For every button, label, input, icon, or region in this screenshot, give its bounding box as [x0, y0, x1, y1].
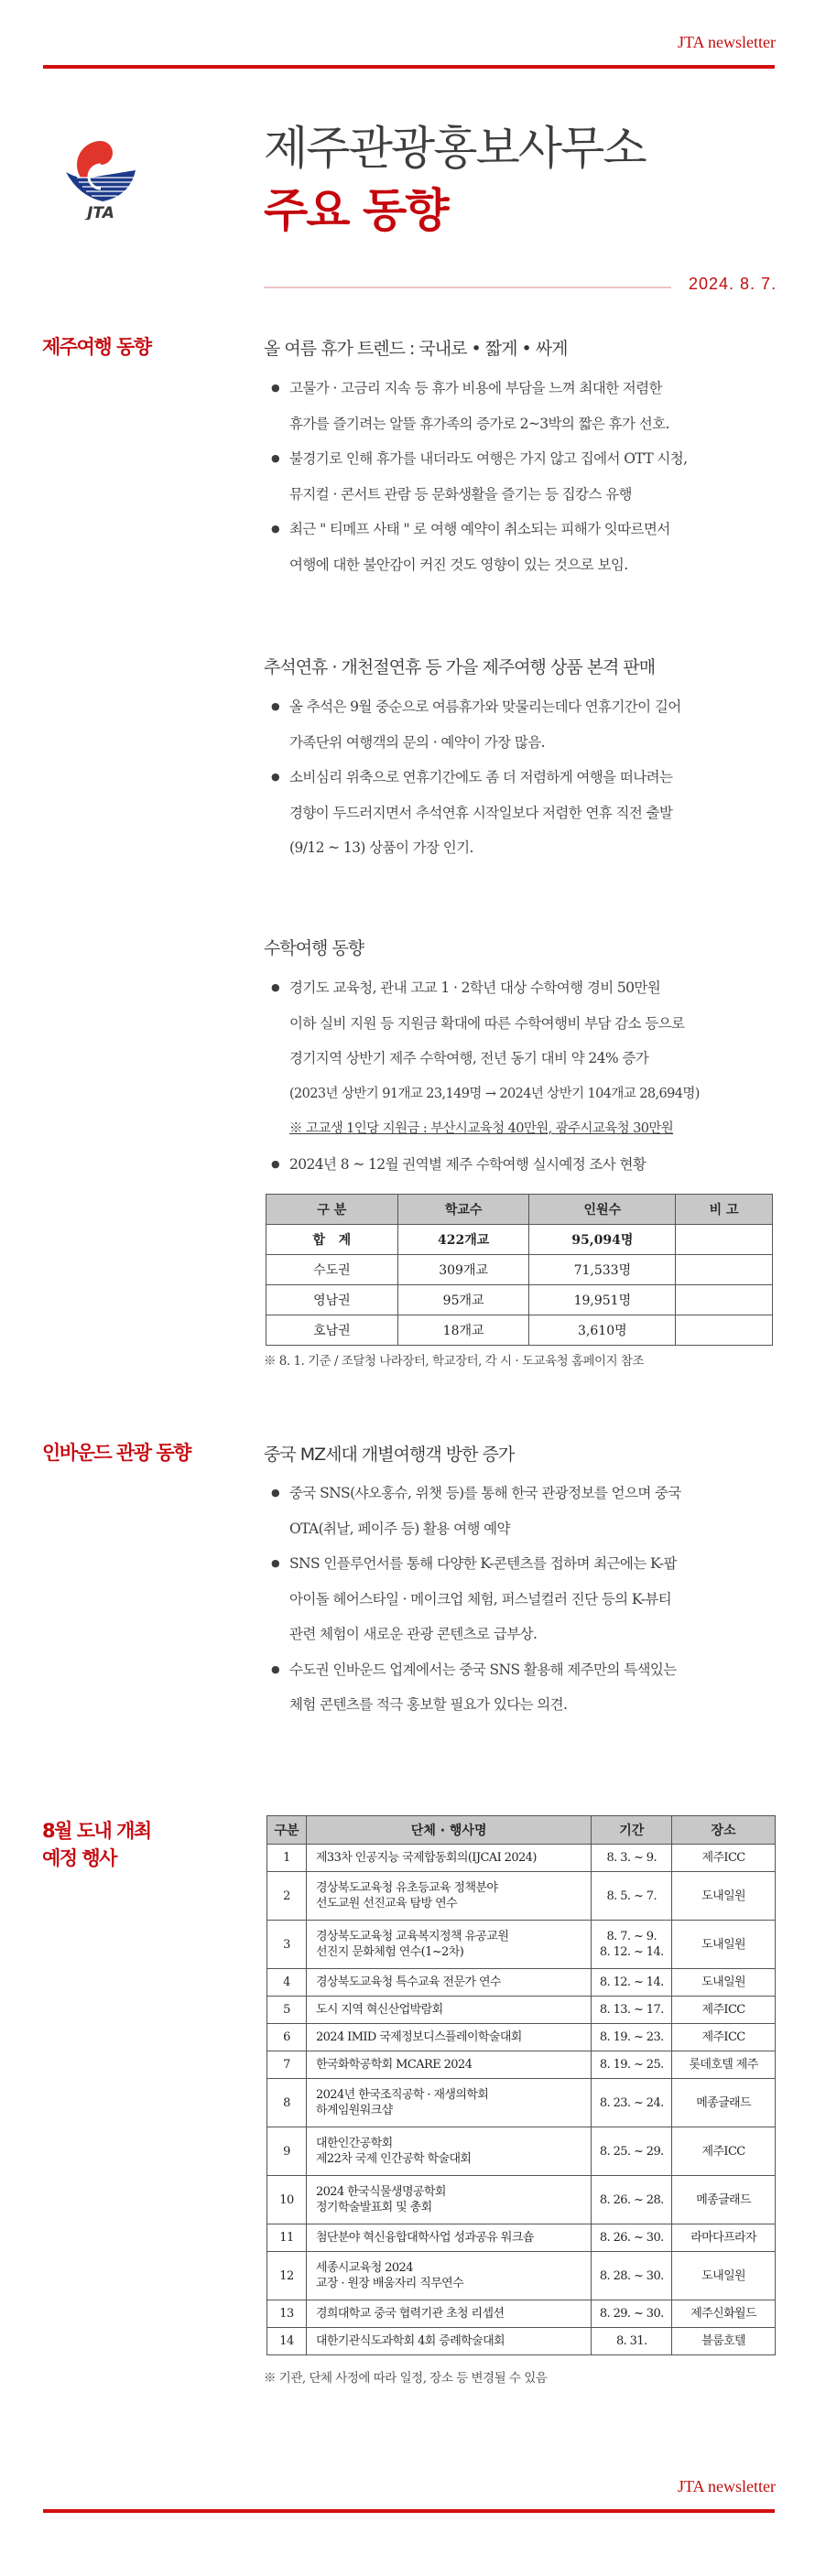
event-no: 6 [267, 2024, 307, 2051]
event-period: 8. 23. ~ 24. [592, 2079, 672, 2127]
header-rule [43, 65, 775, 69]
table-row [267, 2079, 776, 2127]
event-place: 제주ICC [672, 2024, 776, 2051]
table-row: 호남권 18개교 3,610명 [266, 1315, 773, 1346]
bullet-item: ● 중국 SNS(샤오홍슈, 위챗 등)를 통해 한국 관광정보를 얻으며 중국 OTA(취날, 페이주 등) 활용 여행 예약 [271, 1476, 784, 1546]
date-divider [264, 287, 671, 288]
brand-footer: JTA newsletter [677, 2477, 776, 2495]
section-label-inbound: 인바운드 관광 동향 [42, 1442, 190, 1464]
table-header-row: 구 분 학교수 인원수 비 고 [266, 1195, 773, 1225]
topic-heading-school-trips: 수학여행 동향 [264, 938, 364, 958]
event-name: 제33차 인공지능 국제합동회의(IJCAI 2024) [306, 1845, 591, 1872]
event-period: 8. 5. ~ 7. [592, 1872, 672, 1921]
table-row [267, 1969, 776, 1997]
table-row [267, 2127, 776, 2176]
event-name: 2024 한국식물생명공학회 정기학술발표회 및 총회 [306, 2176, 591, 2224]
subsidy-note: ※ 고교생 1인당 지원금 : 부산시교육청 40만원, 광주시교육청 30만원 [289, 1121, 674, 1136]
event-period: 8. 26. ~ 30. [592, 2224, 672, 2252]
table-row [267, 2328, 776, 2355]
table-row [267, 1921, 776, 1969]
events-table-body [267, 1845, 776, 2355]
bullet-item: ● 수도권 인바운드 업계에서는 중국 SNS 활용해 제주만의 특색있는 체험 콘텐츠를 적극 홍보할 필요가 있다는 의견. [271, 1652, 784, 1723]
event-period: 8. 3. ~ 9. [592, 1845, 672, 1872]
event-no: 9 [267, 2127, 307, 2176]
event-period: 8. 28. ~ 30. [592, 2252, 672, 2300]
event-name: 경희대학교 중국 협력기관 초청 리셉션 [306, 2300, 591, 2328]
event-place: 도내일원 [672, 1872, 776, 1921]
autumn-sales-bullets [271, 689, 784, 866]
event-name: 대한기관식도과학회 4회 증례학술대회 [306, 2328, 591, 2355]
bullet-item: ● 고물가 · 고금리 지속 등 휴가 비용에 부담을 느껴 최대한 저렴한 휴가를 즐기려는 알뜰 휴가족의 증가로 2~3박의 짧은 휴가 선호. [271, 371, 784, 441]
event-no: 13 [267, 2300, 307, 2328]
bullet-item: ● SNS 인플루언서를 통해 다양한 K-콘텐츠를 접하며 최근에는 K-팝 아이돌 헤어스타일 · 메이크업 체험, 퍼스널컬러 진단 등의 K-뷰티 관련 체험이 새로운 관광 콘텐츠로 급부상. [271, 1546, 784, 1652]
school-trip-table [266, 1194, 773, 1346]
bullet-item: ● 올 추석은 9월 중순으로 여름휴가와 맞물리는데다 연휴기간이 길어 가족단위 여행객의 문의 · 예약이 가장 많음. [271, 689, 784, 760]
table-row [267, 2176, 776, 2224]
event-name: 경상북도교육청 특수교육 전문가 연수 [306, 1969, 591, 1997]
event-place: 도내일원 [672, 1921, 776, 1969]
jta-logo [59, 135, 143, 220]
event-name: 2024 IMID 국제정보디스플레이학술대회 [306, 2024, 591, 2051]
event-no: 10 [267, 2176, 307, 2224]
table-header-row: 구분 단체 · 행사명 기간 장소 [267, 1816, 776, 1845]
event-no: 5 [267, 1997, 307, 2024]
school-trip-bullets [271, 970, 784, 1182]
svg-text:JTA: JTA [87, 204, 114, 220]
bullet-item: ● 경기도 교육청, 관내 고교 1 · 2학년 대상 수학여행 경비 50만원 이하 실비 지원 등 지원금 확대에 따른 수학여행비 부담 감소 등으로 경기지역 상반기 제주 수학여행, 전년 동기 대비 약 24% 증가 (2023년 상반기 91개교 23,149명 → 2024년 상반기 104개교 28,694명) ※ 고교생 1인당 지원금 : 부산시교육청 40만원, 광주시교육청 30만원 [271, 970, 784, 1147]
jta-logo-icon [59, 135, 143, 220]
section-label-jeju-travel: 제주여행 동향 [42, 336, 151, 358]
event-no: 8 [267, 2079, 307, 2127]
table-row [267, 1845, 776, 1872]
event-name: 한국화학공학회 MCARE 2024 [306, 2051, 591, 2079]
event-name: 경상북도교육청 유초등교육 정책분야 선도교원 선진교육 탐방 연수 [306, 1872, 591, 1921]
table-row [267, 2024, 776, 2051]
section-label-events: 8월 도내 개최 예정 행사 [42, 1820, 151, 1869]
page-title-main: 주요 동향 [264, 184, 448, 237]
bullet-item: ● 최근 " 티메프 사태 " 로 여행 예약이 취소되는 피해가 잇따르면서 여행에 대한 불안감이 커진 것도 영향이 있는 것으로 보임. [271, 512, 784, 582]
summer-trend-bullets [271, 371, 784, 582]
event-period: 8. 31. [592, 2328, 672, 2355]
event-place: 도내일원 [672, 2252, 776, 2300]
event-place: 제주신화월드 [672, 2300, 776, 2328]
event-period: 8. 19. ~ 25. [592, 2051, 672, 2079]
table-row-total: 합 계 422개교 95,094명 [266, 1225, 773, 1255]
topic-heading-mz-travelers: 중국 MZ세대 개별여행객 방한 증가 [264, 1445, 515, 1465]
event-no: 14 [267, 2328, 307, 2355]
event-name: 2024년 한국조직공학 · 재생의학회 하계임원워크샵 [306, 2079, 591, 2127]
event-period: 8. 7. ~ 9. 8. 12. ~ 14. [592, 1921, 672, 1969]
event-place: 메종글래드 [672, 2176, 776, 2224]
table-row [267, 2300, 776, 2328]
event-no: 1 [267, 1845, 307, 1872]
event-no: 3 [267, 1921, 307, 1969]
school-trip-table-footnote: ※ 8. 1. 기준 / 조달청 나라장터, 학교장터, 각 시 · 도교육청 홈페이지 참조 [264, 1354, 644, 1369]
event-name: 세종시교육청 2024 교장 · 원장 배움자리 직무연수 [306, 2252, 591, 2300]
event-place: 라마다프라자 [672, 2224, 776, 2252]
event-place: 롯데호텔 제주 [672, 2051, 776, 2079]
event-name: 도시 지역 혁신산업박람회 [306, 1997, 591, 2024]
table-row [267, 1872, 776, 1921]
event-name: 첨단분야 혁신융합대학사업 성과공유 워크숍 [306, 2224, 591, 2252]
table-row: 영남권 95개교 19,951명 [266, 1285, 773, 1315]
event-no: 2 [267, 1872, 307, 1921]
table-row [267, 2051, 776, 2079]
table-row [267, 1997, 776, 2024]
bullet-item: ● 소비심리 위축으로 연휴기간에도 좀 더 저렴하게 여행을 떠나려는 경향이 두드러지면서 추석연휴 시작일보다 저렴한 연휴 직전 출발 (9/12 ~ 13) 상품이 가장 인기. [271, 760, 784, 866]
event-name: 경상북도교육청 교육복지정책 유공교원 선진지 문화체험 연수(1~2차) [306, 1921, 591, 1969]
event-place: 제주ICC [672, 2127, 776, 2176]
event-period: 8. 12. ~ 14. [592, 1969, 672, 1997]
bullet-item: ● 불경기로 인해 휴가를 내더라도 여행은 가지 않고 집에서 OTT 시청, 뮤지컬 · 콘서트 관람 등 문화생활을 즐기는 등 집캉스 유행 [271, 441, 784, 512]
topic-heading-autumn-sales: 추석연휴 · 개천절연휴 등 가을 제주여행 상품 본격 판매 [264, 657, 656, 677]
bullet-item: ● 2024년 8 ~ 12월 권역별 제주 수학여행 실시예정 조사 현황 [271, 1147, 784, 1183]
event-period: 8. 13. ~ 17. [592, 1997, 672, 2024]
events-table-footnote: ※ 기관, 단체 사정에 따라 일정, 장소 등 변경될 수 있음 [264, 2371, 548, 2386]
brand-header: JTA newsletter [677, 33, 776, 51]
event-period: 8. 25. ~ 29. [592, 2127, 672, 2176]
table-row [267, 2252, 776, 2300]
issue-date: 2024. 8. 7. [689, 275, 777, 293]
table-row [267, 2224, 776, 2252]
event-no: 11 [267, 2224, 307, 2252]
event-place: 블룸호텔 [672, 2328, 776, 2355]
footer-rule [43, 2509, 775, 2513]
event-period: 8. 26. ~ 28. [592, 2176, 672, 2224]
event-period: 8. 29. ~ 30. [592, 2300, 672, 2328]
event-period: 8. 19. ~ 23. [592, 2024, 672, 2051]
event-no: 7 [267, 2051, 307, 2079]
table-row: 수도권 309개교 71,533명 [266, 1255, 773, 1285]
inbound-bullets [271, 1476, 784, 1723]
event-place: 제주ICC [672, 1845, 776, 1872]
topic-heading-summer-trend: 올 여름 휴가 트렌드 : 국내로 • 짧게 • 싸게 [264, 339, 568, 359]
events-table [266, 1815, 776, 2355]
event-name: 대한인간공학회 제22차 국제 인간공학 학술대회 [306, 2127, 591, 2176]
event-place: 제주ICC [672, 1997, 776, 2024]
event-place: 도내일원 [672, 1969, 776, 1997]
event-no: 4 [267, 1969, 307, 1997]
event-no: 12 [267, 2252, 307, 2300]
event-place: 메종글래드 [672, 2079, 776, 2127]
page-title-org: 제주관광홍보사무소 [264, 122, 646, 175]
